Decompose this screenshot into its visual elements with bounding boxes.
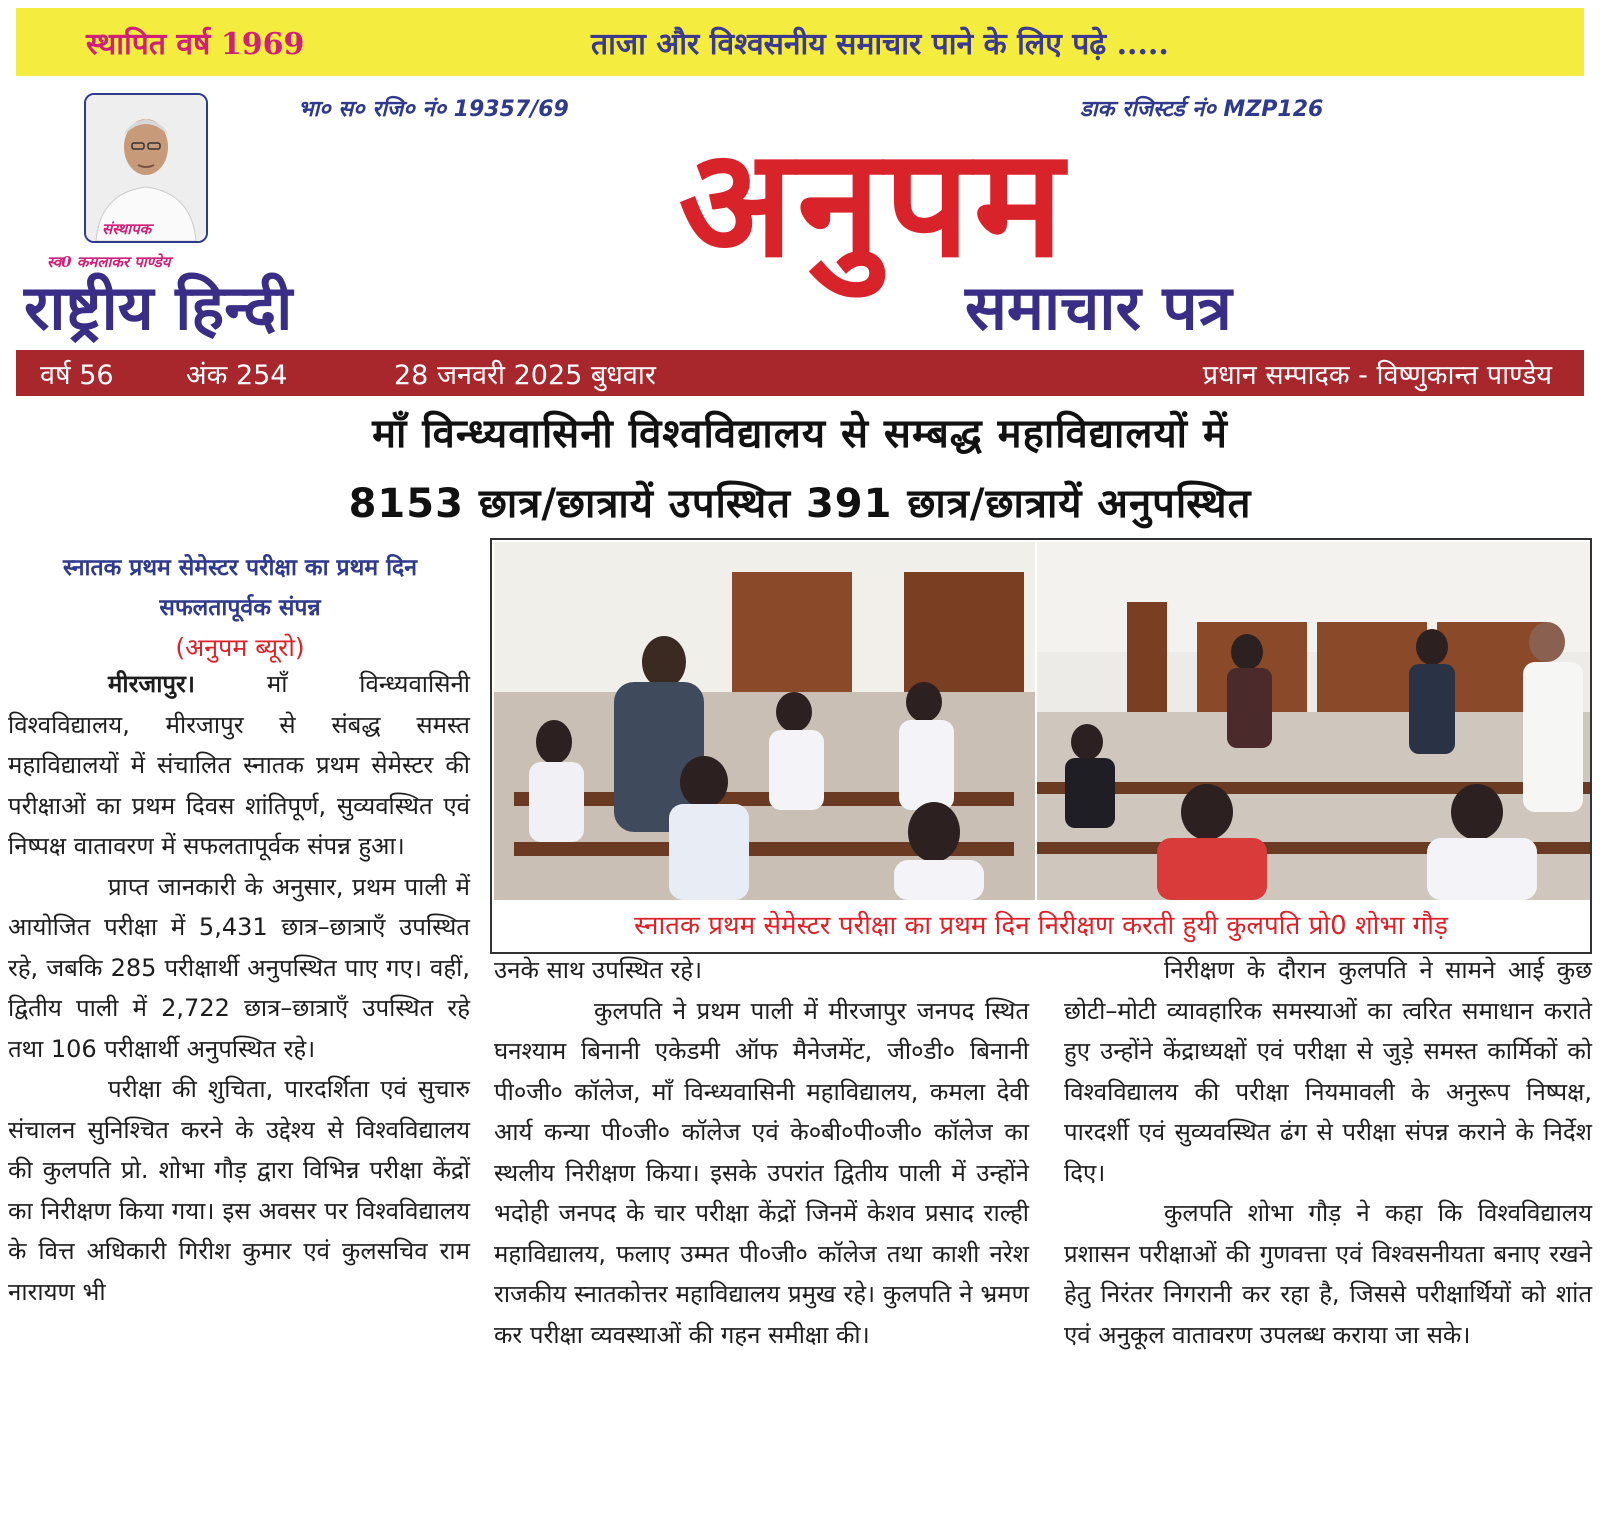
volume-year: वर्ष 56 xyxy=(40,360,114,391)
tagline: ताजा और विश्वसनीय समाचार पाने के लिए पढ़े ..... xyxy=(591,27,1169,62)
exam-hall-photo-left xyxy=(494,542,1035,900)
founder-portrait xyxy=(84,93,208,243)
paragraph-1-text: माँ विन्ध्यवासिनी विश्वविद्यालय, मीरजापुर से संबद्ध समस्त महाविद्यालयों में संचालित स्नातक प्रथम सेमेस्टर की परीक्षाओं का प्रथम दिवस शांतिपूर्ण, सुव्यवस्थित एवं निष्पक्ष वातावरण में सफलतापूर्वक संपन्न हुआ। xyxy=(8,670,470,860)
founder-label: संस्थापक xyxy=(102,220,152,238)
photo-caption: स्नातक प्रथम सेमेस्टर परीक्षा का प्रथम दिन निरीक्षण करती हुयी कुलपति प्रो0 शोभा गौड़ xyxy=(634,911,1448,941)
postal-registration-number: डाक रजिस्टर्ड नं० MZP126 xyxy=(1080,97,1324,122)
chief-editor: प्रधान सम्पादक - विष्णुकान्त पाण्डेय xyxy=(1202,360,1552,391)
paragraph-7: कुलपति शोभा गौड़ ने कहा कि विश्वविद्यालय प्रशासन परीक्षाओं की गुणवत्ता एवं विश्वसनीयता बनाए रखने हेतु निरंतर निगरानी कर रहा है, जिससे परीक्षार्थियों को शांत एवं अनुकूल वातावरण उपलब्ध कराया जा सके। xyxy=(1064,1199,1592,1349)
paragraph-2: प्राप्त जानकारी के अनुसार, प्रथम पाली में आयोजित परीक्षा में 5,431 छात्र–छात्राएँ उपस्थित रहे, जबकि 285 परीक्षार्थी अनुपस्थित पाए गए। वहीं, द्वितीय पाली में 2,722 छात्र–छात्राएँ उपस्थित रहे तथा 106 परीक्षार्थी अनुपस्थित रहे। xyxy=(8,872,470,1063)
registration-number: भा० स० रजि० नं० 19357/69 xyxy=(298,97,569,122)
news-photo xyxy=(490,538,1592,954)
headline-line-1: माँ विन्ध्यवासिनी विश्वविद्यालय से सम्बद्ध महाविद्यालयों में xyxy=(372,411,1228,457)
article-subhead: स्नातक प्रथम सेमेस्टर परीक्षा का प्रथम दिन सफलतापूर्वक संपन्न xyxy=(62,555,418,621)
paragraph-1 xyxy=(8,664,470,867)
masthead-subtitle-right: समाचार पत्र xyxy=(965,271,1232,344)
paragraph-3: परीक्षा की शुचिता, पारदर्शिता एवं सुचारु संचालन सुनिश्चित करने के उद्देश्य से विश्वविद्यालय की कुलपति प्रो. शोभा गौड़ द्वारा विभिन्न परीक्षा केंद्रों का निरीक्षण किया गया। इस अवसर पर विश्वविद्यालय के वित्त अधिकारी गिरीश कुमार एवं कुलसचिव राम नारायण भी xyxy=(8,1075,470,1306)
paragraph-6: निरीक्षण के दौरान कुलपति ने सामने आई कुछ छोटी–मोटी व्यावहारिक समस्याओं का त्वरित समाधान कराते हुए उन्होंने केंद्राध्यक्षों एवं परीक्षा से जुड़े समस्त कार्मिकों को विश्वविद्यालय की परीक्षा नियमावली के अनुरूप निष्पक्ष, पारदर्शी एवं सुव्यवस्थित ढंग से परीक्षा संपन्न कराने के निर्देश दिए। xyxy=(1064,956,1592,1187)
issue-info-bar xyxy=(16,350,1584,396)
article-column-3 xyxy=(1064,950,1592,1355)
dateline: मीरजापुर। xyxy=(108,670,195,698)
article-byline: (अनुपम ब्यूरो) xyxy=(175,633,305,662)
top-banner xyxy=(16,8,1584,76)
article-column-2 xyxy=(494,950,1029,1355)
exam-hall-photo-right xyxy=(1037,542,1590,900)
paragraph-4: उनके साथ उपस्थित रहे। xyxy=(494,956,703,984)
article-column-1 xyxy=(8,664,470,1312)
masthead-subtitle-left: राष्ट्रीय हिन्दी xyxy=(24,271,293,344)
issue-number: अंक 254 xyxy=(186,360,288,391)
issue-date: 28 जनवरी 2025 बुधवार xyxy=(394,360,656,391)
established-year: स्थापित वर्ष 1969 xyxy=(86,27,305,62)
newspaper-masthead: अनुपम xyxy=(678,115,1068,291)
founder-name: स्व0 कमलाकर पाण्डेय xyxy=(47,253,171,271)
paragraph-5: कुलपति ने प्रथम पाली में मीरजापुर जनपद स्थित घनश्याम बिनानी एकेडमी ऑफ मैनेजमेंट, जी०डी० बिनानी पी०जी० कॉलेज, माँ विन्ध्यवासिनी महाविद्यालय, कमला देवी आर्य कन्या पी०जी० कॉलेज एवं के०बी०पी०जी० कॉलेज का स्थलीय निरीक्षण किया। इसके उपरांत द्वितीय पाली में उन्होंने भदोही जनपद के चार परीक्षा केंद्रों जिनमें केशव प्रसाद राल्ही महाविद्यालय, फलाए उम्मत पी०जी० कॉलेज तथा काशी नरेश राजकीय स्नातकोत्तर महाविद्यालय प्रमुख रहे। कुलपति ने भ्रमण कर परीक्षा व्यवस्थाओं की गहन समीक्षा की। xyxy=(494,996,1029,1349)
headline-line-2: 8153 छात्र/छात्रायें उपस्थित 391 छात्र/छात्रायें अनुपस्थित xyxy=(348,481,1252,527)
